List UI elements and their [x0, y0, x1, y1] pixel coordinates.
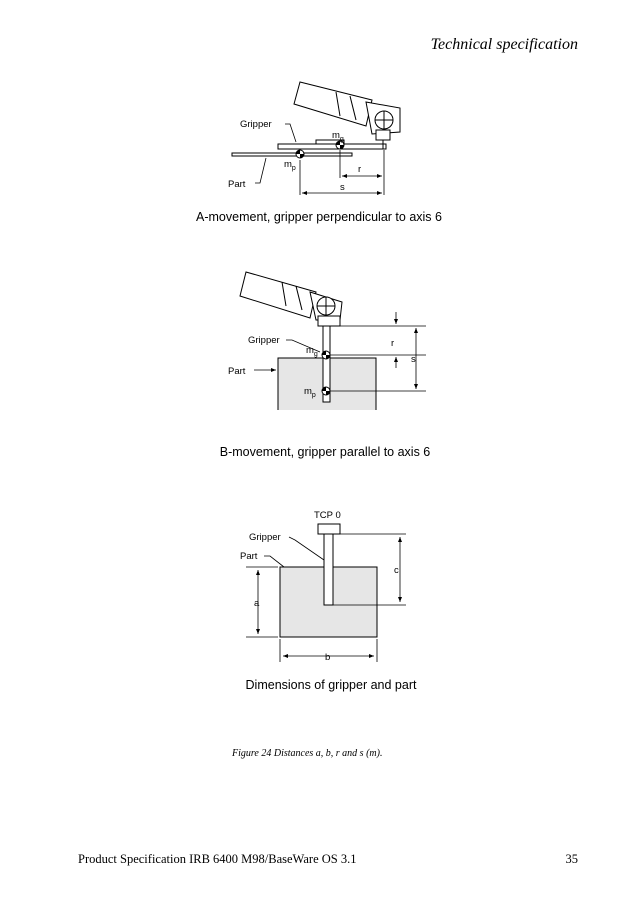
flange-c: [318, 524, 340, 534]
part-label-c: Part: [240, 551, 258, 562]
part-label-a: Part: [228, 179, 246, 190]
mp-label-b: $m_p$: [304, 386, 316, 399]
s-label-a: s: [340, 182, 345, 193]
diagram-dimensions: [0, 505, 638, 665]
part-leader-a: [255, 158, 266, 183]
a-label-c: a: [254, 598, 260, 609]
gripper-label-c: Gripper: [249, 532, 281, 543]
part-plate-a: [232, 153, 352, 156]
diagram-b-movement: [0, 270, 638, 410]
gripper-leader-a: [285, 124, 296, 142]
mass-point-mp-a: [296, 150, 304, 158]
footer-page-number: 35: [565, 852, 578, 866]
diagram-b-caption: B-movement, gripper parallel to axis 6: [219, 445, 431, 459]
figure-caption: Figure 24 Distances a, b, r and s (m).: [232, 748, 383, 759]
tcp-label-c: TCP 0: [314, 510, 341, 521]
r-label-a: r: [358, 164, 362, 175]
mp-label-a: $m_p$: [284, 159, 296, 172]
gripper-c: [324, 534, 333, 605]
diagram-a-movement: [0, 80, 638, 210]
diagram-a-caption: A-movement, gripper perpendicular to axis 6: [196, 210, 442, 224]
gripper-leader-c: [289, 537, 324, 560]
mass-point-mp-b: [322, 387, 330, 395]
diagram-c-caption: Dimensions of gripper and part: [245, 678, 417, 692]
r-label-b: r: [391, 338, 395, 349]
mg-label-a: $m_g$: [332, 130, 344, 143]
c-label-c: c: [394, 565, 399, 576]
b-label-c: b: [325, 652, 331, 663]
mass-point-mg-b: [322, 351, 330, 359]
gripper-label-b: Gripper: [248, 335, 280, 346]
part-label-b: Part: [228, 366, 246, 377]
robot-arm-b: [240, 272, 342, 326]
robot-arm-a: [294, 82, 400, 140]
part-leader-c: [264, 556, 284, 567]
gripper-label-a: Gripper: [240, 119, 272, 130]
page-header-title: Technical specification: [430, 36, 578, 53]
footer-document-title: Product Specification IRB 6400 M98/BaseWare OS 3.1: [78, 852, 357, 866]
gripper-a: [278, 140, 386, 149]
s-label-b: s: [411, 354, 416, 365]
mg-label-b: $m_g$: [306, 345, 318, 358]
